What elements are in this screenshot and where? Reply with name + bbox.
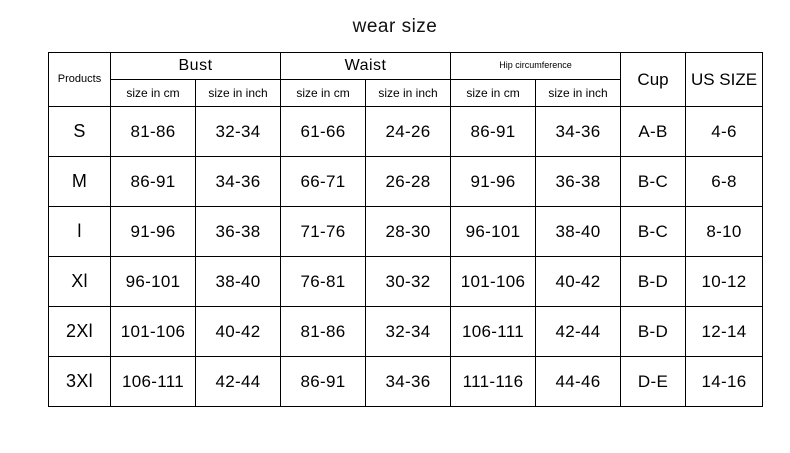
- cell-cup: B-C: [621, 207, 686, 257]
- cell-size: 2Xl: [49, 307, 111, 357]
- cell-us-size: 10-12: [686, 257, 763, 307]
- table-row: [49, 157, 763, 207]
- cell-bust-inch: 42-44: [196, 357, 281, 407]
- cell-hip-cm: 106-111: [451, 307, 536, 357]
- header-waist-inch: size in inch: [366, 80, 451, 107]
- cell-us-size: 6-8: [686, 157, 763, 207]
- cell-hip-cm: 111-116: [451, 357, 536, 407]
- cell-size: 3Xl: [49, 357, 111, 407]
- cell-cup: B-D: [621, 257, 686, 307]
- cell-bust-cm: 106-111: [111, 357, 196, 407]
- cell-us-size: 4-6: [686, 107, 763, 157]
- cell-waist-inch: 30-32: [366, 257, 451, 307]
- table-row: [49, 307, 763, 357]
- header-group-hip: Hip circumference: [451, 53, 621, 80]
- cell-hip-inch: 36-38: [536, 157, 621, 207]
- cell-hip-cm: 96-101: [451, 207, 536, 257]
- cell-size: Xl: [49, 257, 111, 307]
- cell-hip-inch: 40-42: [536, 257, 621, 307]
- cell-bust-inch: 38-40: [196, 257, 281, 307]
- cell-hip-inch: 38-40: [536, 207, 621, 257]
- table-row: [49, 207, 763, 257]
- size-table: [48, 52, 763, 407]
- table-header: [49, 53, 763, 107]
- header-bust-inch: size in inch: [196, 80, 281, 107]
- cell-waist-inch: 28-30: [366, 207, 451, 257]
- header-row-groups: [49, 53, 763, 80]
- cell-size: S: [49, 107, 111, 157]
- cell-bust-inch: 40-42: [196, 307, 281, 357]
- cell-bust-cm: 91-96: [111, 207, 196, 257]
- header-cup: Cup: [621, 53, 686, 107]
- cell-hip-inch: 42-44: [536, 307, 621, 357]
- cell-hip-inch: 44-46: [536, 357, 621, 407]
- cell-size: l: [49, 207, 111, 257]
- cell-bust-cm: 81-86: [111, 107, 196, 157]
- cell-waist-inch: 26-28: [366, 157, 451, 207]
- cell-bust-inch: 34-36: [196, 157, 281, 207]
- cell-us-size: 8-10: [686, 207, 763, 257]
- header-waist-cm: size in cm: [281, 80, 366, 107]
- cell-cup: A-B: [621, 107, 686, 157]
- cell-waist-inch: 34-36: [366, 357, 451, 407]
- header-group-waist: Waist: [281, 53, 451, 80]
- cell-hip-inch: 34-36: [536, 107, 621, 157]
- cell-waist-cm: 76-81: [281, 257, 366, 307]
- cell-cup: B-D: [621, 307, 686, 357]
- cell-bust-cm: 96-101: [111, 257, 196, 307]
- cell-waist-cm: 71-76: [281, 207, 366, 257]
- cell-waist-inch: 32-34: [366, 307, 451, 357]
- cell-us-size: 14-16: [686, 357, 763, 407]
- table-body: [49, 107, 763, 407]
- cell-waist-cm: 61-66: [281, 107, 366, 157]
- cell-bust-cm: 86-91: [111, 157, 196, 207]
- table-row: [49, 257, 763, 307]
- cell-bust-cm: 101-106: [111, 307, 196, 357]
- header-us-size: US SIZE: [686, 53, 763, 107]
- cell-hip-cm: 91-96: [451, 157, 536, 207]
- cell-cup: D-E: [621, 357, 686, 407]
- header-products: Products: [49, 53, 111, 107]
- cell-size: M: [49, 157, 111, 207]
- cell-waist-cm: 86-91: [281, 357, 366, 407]
- header-group-bust: Bust: [111, 53, 281, 80]
- cell-cup: B-C: [621, 157, 686, 207]
- cell-hip-cm: 101-106: [451, 257, 536, 307]
- header-hip-inch: size in inch: [536, 80, 621, 107]
- size-table-container: [48, 52, 758, 407]
- cell-hip-cm: 86-91: [451, 107, 536, 157]
- cell-waist-cm: 81-86: [281, 307, 366, 357]
- table-row: [49, 107, 763, 157]
- page-title: wear size: [352, 16, 438, 37]
- table-row: [49, 357, 763, 407]
- cell-us-size: 12-14: [686, 307, 763, 357]
- cell-bust-inch: 32-34: [196, 107, 281, 157]
- cell-bust-inch: 36-38: [196, 207, 281, 257]
- header-hip-cm: size in cm: [451, 80, 536, 107]
- cell-waist-inch: 24-26: [366, 107, 451, 157]
- header-bust-cm: size in cm: [111, 80, 196, 107]
- cell-waist-cm: 66-71: [281, 157, 366, 207]
